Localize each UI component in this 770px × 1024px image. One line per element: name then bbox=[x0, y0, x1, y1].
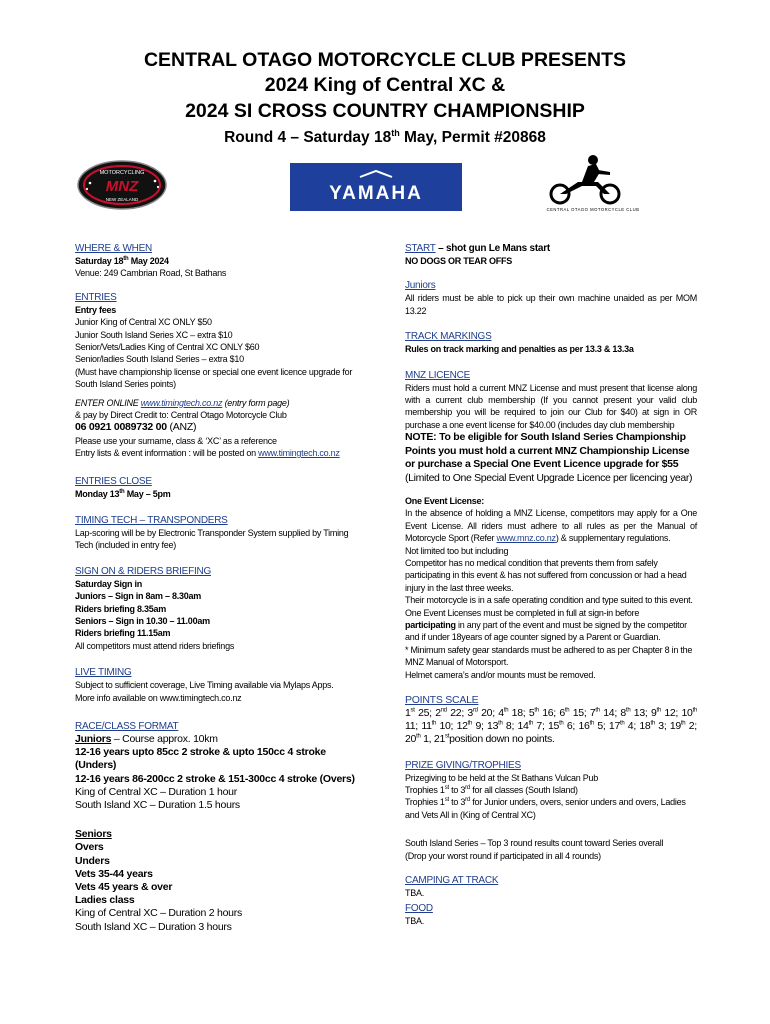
live-timing-line: Subject to sufficient coverage, Live Timing available via Mylaps Apps. bbox=[75, 680, 334, 691]
mnz-logo-top-text: MOTORCYCLING bbox=[99, 170, 145, 176]
licence-limit: (Limited to One Special Event Upgrade Licence per licencing year) bbox=[405, 471, 693, 484]
points-item: 9th 12; bbox=[650, 707, 682, 720]
entry-fee-line: Senior/ladies South Island Series – extra $10 bbox=[75, 354, 244, 365]
points-item: 5th 16; bbox=[528, 707, 560, 720]
track-markings-text: Rules on track marking and penalties as per 13.3 & 13.3a bbox=[405, 344, 634, 355]
title-line-2: 2024 King of Central XC & bbox=[264, 74, 506, 96]
where-when-heading: WHERE & WHEN bbox=[75, 243, 152, 254]
event-date: Saturday 18th May 2024 bbox=[75, 256, 169, 266]
live-timing-line: More info available on www.timingtech.co.nz bbox=[75, 692, 242, 703]
senior-duration: South Island XC – Duration 3 hours bbox=[75, 920, 232, 933]
entry-lists: Entry lists & event information : will be posted on www.timingtech.co.nz bbox=[75, 448, 340, 459]
account-number: 06 0921 0089732 00 (ANZ) bbox=[75, 421, 197, 434]
sign-on-heading: SIGN ON & RIDERS BRIEFING bbox=[75, 565, 211, 577]
points-item: 14th 7; bbox=[517, 720, 548, 733]
safety-gear: * Minimum safety gear standards must be adhered to as per Chapter 8 in the MNZ Manual of Motorsport. bbox=[405, 644, 693, 668]
points-item: 21stposition down no points. bbox=[433, 733, 555, 746]
yamaha-logo-text: YAMAHA bbox=[329, 183, 423, 204]
trophies-king-of-central: Trophies 1st to 3rd for Junior unders, overs, senior unders and overs, Ladies and Vets All in (King of Central XC) bbox=[405, 797, 686, 820]
briefing-note: All competitors must attend riders briefings bbox=[75, 640, 235, 651]
sign-on-line: Seniors – Sign in 10.30 – 11.00am bbox=[75, 615, 210, 626]
food-heading: FOOD bbox=[405, 902, 433, 914]
points-item: 6th 15; bbox=[559, 707, 590, 720]
sign-on-line: Juniors – Sign in 8am – 8.30am bbox=[75, 591, 202, 602]
yamaha-logo bbox=[290, 163, 462, 211]
reference-note: Please use your surname, class & ‘XC’ as a reference bbox=[75, 435, 277, 446]
track-markings-heading: TRACK MARKINGS bbox=[405, 331, 492, 343]
senior-class: Ladies class bbox=[75, 894, 135, 907]
one-event-line: Their motorcycle is in a safe operating condition and type suited to this event. bbox=[405, 595, 693, 606]
points-item: 13th 8; bbox=[487, 720, 518, 733]
entries-close-heading: ENTRIES CLOSE bbox=[75, 476, 152, 488]
points-item: 16th 5; bbox=[578, 720, 609, 733]
one-event-license-text: In the absence of holding a MNZ License, competitors may apply for a One Event License. All riders must adhere to all rules as per the Manual of Motorcycle Sport (Refer www.mnz.co.nz) & supplementary regulations. bbox=[405, 508, 697, 544]
senior-class: Overs bbox=[75, 841, 104, 854]
food-text: TBA. bbox=[405, 915, 425, 926]
start-line: START – shot gun Le Mans start bbox=[405, 243, 550, 254]
race-format-heading: RACE/CLASS FORMAT bbox=[75, 720, 179, 732]
seniors-label: Seniors bbox=[75, 828, 112, 841]
timingtech-link[interactable]: www.timingtech.co.nz bbox=[258, 448, 340, 459]
entries-heading: ENTRIES bbox=[75, 291, 117, 303]
entry-fees-label: Entry fees bbox=[75, 304, 117, 315]
senior-class: Vets 35-44 years bbox=[75, 867, 153, 880]
senior-class: Unders bbox=[75, 854, 110, 867]
points-item: 19th 2; bbox=[669, 720, 697, 733]
title-line-3: 2024 SI CROSS COUNTRY CHAMPIONSHIP bbox=[185, 100, 585, 122]
points-item: 15th 6; bbox=[547, 720, 579, 733]
junior-class: 12-16 years 86-200cc 2 stroke & 151-300cc 4 stroke (Overs) bbox=[75, 772, 355, 785]
left-column bbox=[75, 242, 365, 934]
enter-online: ENTER ONLINE www.timingtech.co.nz (entry form page) bbox=[75, 397, 290, 408]
complete-line: One Event Licenses must be completed in full at sign-in before bbox=[405, 607, 640, 618]
one-event-license-heading: One Event License: bbox=[405, 495, 485, 506]
entry-fee-line: Senior/Vets/Ladies King of Central XC ONLY $60 bbox=[75, 342, 260, 353]
points-item: 8th 13; bbox=[620, 707, 651, 720]
mnz-link[interactable]: www.mnz.co.nz bbox=[496, 533, 556, 544]
camping-heading: CAMPING AT TRACK bbox=[405, 875, 499, 887]
juniors-course: Juniors – Course approx. 10km bbox=[75, 732, 218, 745]
licence-text: Riders must hold a current MNZ License and must present that license along with a current club membership (If you cannot present your valid club membership you will be required to join our Club for $40) at sign in OR purchase a one event license for $40.00 (includes day club membership bbox=[405, 382, 697, 430]
venue: Venue: 249 Cambrian Road, St Bathans bbox=[75, 268, 227, 279]
mnz-licence-heading: MNZ LICENCE bbox=[405, 369, 471, 381]
timingtech-link[interactable]: www.timingtech.co.nz bbox=[140, 397, 223, 408]
one-event-line: Competitor has no medical condition that prevents them from safely participating in this event & has not suffered from concussion or had a head injury in the last three weeks. bbox=[405, 557, 687, 593]
timing-text: Lap-scoring will be by Electronic Transponder System supplied by Timing Tech (included in entry fee) bbox=[75, 527, 349, 551]
title-line-1: CENTRAL OTAGO MOTORCYCLE CLUB PRESENTS bbox=[143, 49, 627, 71]
entry-fee-line: Junior South Island Series XC – extra $10 bbox=[75, 329, 233, 340]
mnz-logo-main-text: MNZ bbox=[105, 178, 139, 195]
points-item: 2nd 22; bbox=[435, 707, 468, 720]
sign-on-line: Riders briefing 8.35am bbox=[75, 603, 167, 614]
entry-fee-line: Junior King of Central XC ONLY $50 bbox=[75, 317, 212, 328]
junior-class: 12-16 years upto 85cc 2 stroke & upto 150cc 4 stroke (Unders) bbox=[75, 746, 326, 772]
points-item: 12th 9; bbox=[456, 720, 488, 733]
one-event-line: Not limited too but including bbox=[405, 545, 509, 556]
prize-giving-heading: PRIZE GIVING/TROPHIES bbox=[405, 759, 521, 771]
sign-on-line: Riders briefing 11.15am bbox=[75, 628, 171, 639]
live-timing-heading: LIVE TIMING bbox=[75, 667, 132, 679]
camping-text: TBA. bbox=[405, 888, 425, 899]
trophies-south-island: Trophies 1st to 3rd for all classes (South Island) bbox=[405, 785, 578, 796]
entry-fee-note: (Must have championship license or special one event licence upgrade for South Island Series points) bbox=[75, 366, 353, 390]
points-item: 18th 3; bbox=[639, 720, 670, 733]
junior-duration: King of Central XC – Duration 1 hour bbox=[75, 785, 238, 798]
sign-on-line: Saturday Sign in bbox=[75, 578, 143, 589]
senior-class: Vets 45 years & over bbox=[75, 880, 173, 893]
right-column bbox=[405, 242, 697, 927]
entries-close-date: Monday 13th May – 5pm bbox=[75, 489, 171, 500]
helmet-camera: Helmet camera’s and/or mounts must be removed. bbox=[405, 669, 596, 680]
round-subtitle: Round 4 – Saturday 18th May, Permit #20868 bbox=[224, 127, 546, 146]
points-scale bbox=[405, 707, 697, 747]
points-item: 3rd 20; bbox=[467, 707, 499, 720]
points-scale-heading: POINTS SCALE bbox=[405, 694, 479, 707]
licence-note: NOTE: To be eligible for South Island Series Championship Points you must hold a current MNZ Championship License or purchase a Special One Event Licence upgrade for $55 bbox=[405, 431, 690, 471]
series-line: South Island Series – Top 3 round results count toward Series overall bbox=[405, 838, 664, 849]
juniors-text: All riders must be able to pick up their own machine unaided as per MOM 13.22 bbox=[405, 293, 697, 316]
senior-duration: King of Central XC – Duration 2 hours bbox=[75, 907, 243, 920]
points-item: 7th 14; bbox=[589, 707, 621, 720]
participating-text: participating in any part of the event and must be signed by the competitor and if under 18years of age counter signed by a Parent or Guardian. bbox=[405, 620, 687, 643]
points-item: 1st 25; bbox=[405, 707, 436, 720]
no-dogs: NO DOGS OR TEAR OFFS bbox=[405, 256, 513, 266]
club-logo bbox=[538, 152, 648, 214]
points-item: 11th 10; bbox=[421, 720, 457, 733]
points-item: 10th 11; bbox=[405, 707, 697, 733]
juniors-heading: Juniors bbox=[405, 280, 436, 292]
points-item: 17th 4; bbox=[608, 720, 640, 733]
points-item: 20th 1, bbox=[405, 733, 434, 746]
timing-heading: TIMING TECH – TRANSPONDERS bbox=[75, 514, 228, 526]
points-item: 4th 18; bbox=[498, 707, 529, 720]
mnz-logo bbox=[76, 159, 168, 211]
direct-credit: & pay by Direct Credit to: Central Otago Motorcycle Club bbox=[75, 410, 287, 421]
series-line: (Drop your worst round if participated in all 4 rounds) bbox=[405, 850, 601, 861]
mnz-logo-bottom-text: NEW ZEALAND bbox=[105, 197, 139, 202]
prize-venue: Prizegiving to be held at the St Bathans Vulcan Pub bbox=[405, 772, 599, 783]
club-logo-text: CENTRAL OTAGO MOTORCYCLE CLUB bbox=[546, 207, 640, 212]
junior-duration: South Island XC – Duration 1.5 hours bbox=[75, 798, 240, 811]
